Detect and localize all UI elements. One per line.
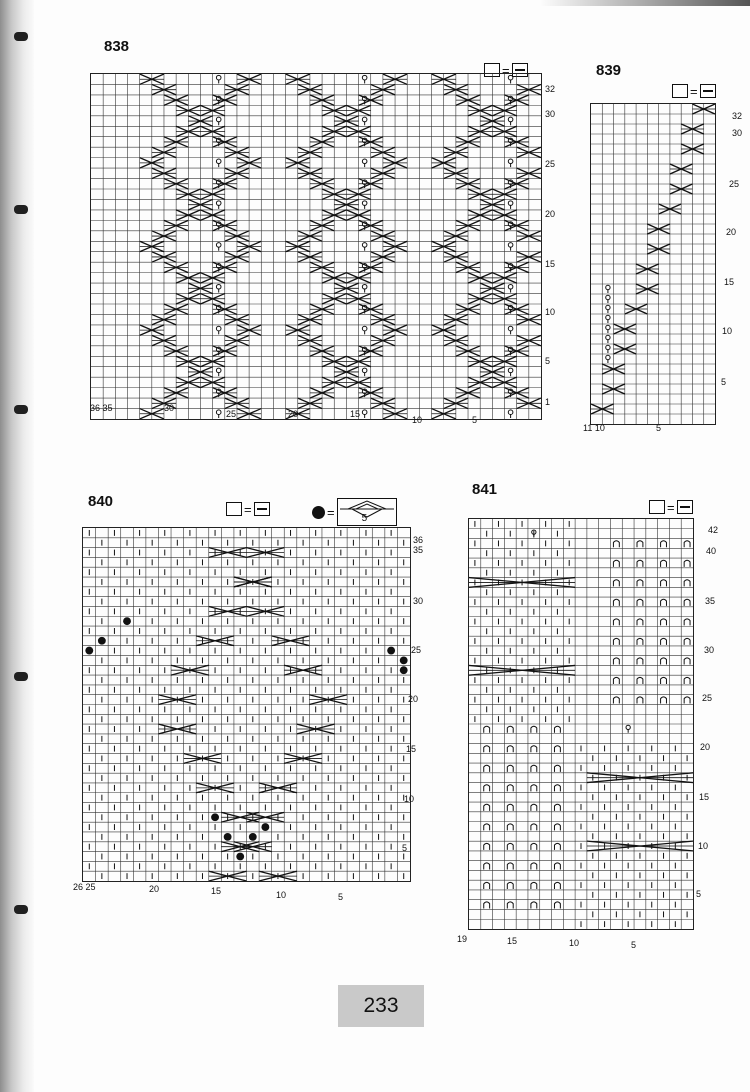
g838-stitches	[91, 74, 541, 419]
col-number: 10	[276, 890, 287, 900]
row-number: 25	[702, 693, 713, 703]
col-number: 10	[412, 415, 423, 425]
knit-square-icon	[672, 84, 688, 98]
g840-stitches	[83, 528, 410, 881]
col-number: 11 10	[583, 423, 605, 433]
row-number: 5	[545, 356, 551, 366]
row-number: 30	[545, 109, 556, 119]
row-number: 20	[408, 694, 419, 704]
book-spine-shadow	[0, 0, 34, 1092]
row-number: 5	[721, 377, 727, 387]
g839-stitches	[591, 104, 715, 424]
col-number: 25	[226, 409, 237, 419]
binding-hole	[14, 672, 28, 681]
col-number: 5	[631, 940, 637, 950]
col-number: 30	[164, 403, 175, 413]
row-number: 10	[404, 794, 415, 804]
fan-stitch-icon	[337, 498, 397, 526]
chart-840-legend-dot	[312, 497, 397, 527]
row-number: 36	[413, 535, 424, 545]
row-number: 32	[545, 84, 556, 94]
row-number: 42	[708, 525, 719, 535]
chart-839-legend	[672, 82, 716, 100]
row-number: 30	[413, 596, 424, 606]
purl-square-icon	[254, 502, 270, 516]
purl-square-icon	[700, 84, 716, 98]
row-number: 10	[545, 307, 556, 317]
legend-equals: =	[667, 499, 675, 515]
chart-841-grid	[468, 518, 694, 930]
col-number: 15	[211, 886, 222, 896]
binding-hole	[14, 32, 28, 41]
row-number: 10	[722, 326, 733, 336]
row-number: 15	[545, 259, 556, 269]
binding-hole	[14, 405, 28, 414]
legend-equals: =	[502, 62, 510, 78]
chart-841-number: 841	[472, 481, 498, 498]
knit-square-icon	[226, 502, 242, 516]
binding-hole	[14, 205, 28, 214]
row-number: 30	[732, 128, 743, 138]
chart-838-number: 838	[104, 38, 130, 55]
fan-stitch-count: 5	[361, 513, 368, 524]
col-number: 19	[457, 934, 468, 944]
row-number: 25	[545, 159, 556, 169]
chart-838-grid	[90, 73, 542, 420]
col-number: 20	[288, 409, 299, 419]
col-number: 5	[472, 415, 478, 425]
col-number: 26 25	[73, 882, 96, 892]
col-number: 36 35	[90, 403, 113, 413]
row-number: 25	[411, 645, 422, 655]
legend-equals: =	[327, 504, 335, 520]
row-number: 15	[724, 277, 735, 287]
row-number: 35	[413, 545, 424, 555]
chart-839-grid	[590, 103, 716, 425]
knit-square-icon	[649, 500, 665, 514]
chart-840-number: 840	[88, 493, 114, 510]
bobble-dot-icon	[312, 506, 325, 519]
row-number: 15	[699, 792, 710, 802]
row-number: 15	[406, 744, 417, 754]
row-number: 35	[705, 596, 716, 606]
chart-840-legend	[226, 500, 270, 518]
row-number: 20	[545, 209, 556, 219]
row-number: 5	[402, 843, 408, 853]
purl-square-icon	[677, 500, 693, 514]
row-number: 1	[545, 397, 551, 407]
page-number: 233	[338, 985, 424, 1027]
g841-stitches	[469, 519, 693, 929]
row-number: 10	[698, 841, 709, 851]
page-edge-shadow	[540, 0, 750, 6]
row-number: 25	[729, 179, 740, 189]
chart-839-number: 839	[596, 62, 622, 79]
row-number: 20	[700, 742, 711, 752]
row-number: 5	[696, 889, 702, 899]
col-number: 10	[569, 938, 580, 948]
row-number: 30	[704, 645, 715, 655]
col-number: 5	[656, 423, 662, 433]
binding-hole	[14, 905, 28, 914]
chart-840-grid	[82, 527, 411, 882]
legend-equals: =	[690, 83, 698, 99]
chart-841-legend	[649, 498, 693, 516]
row-number: 32	[732, 111, 743, 121]
row-number: 40	[706, 546, 717, 556]
col-number: 20	[149, 884, 160, 894]
legend-equals: =	[244, 501, 252, 517]
row-number: 20	[726, 227, 737, 237]
col-number: 5	[338, 892, 344, 902]
col-number: 15	[507, 936, 518, 946]
col-number: 15	[350, 409, 361, 419]
